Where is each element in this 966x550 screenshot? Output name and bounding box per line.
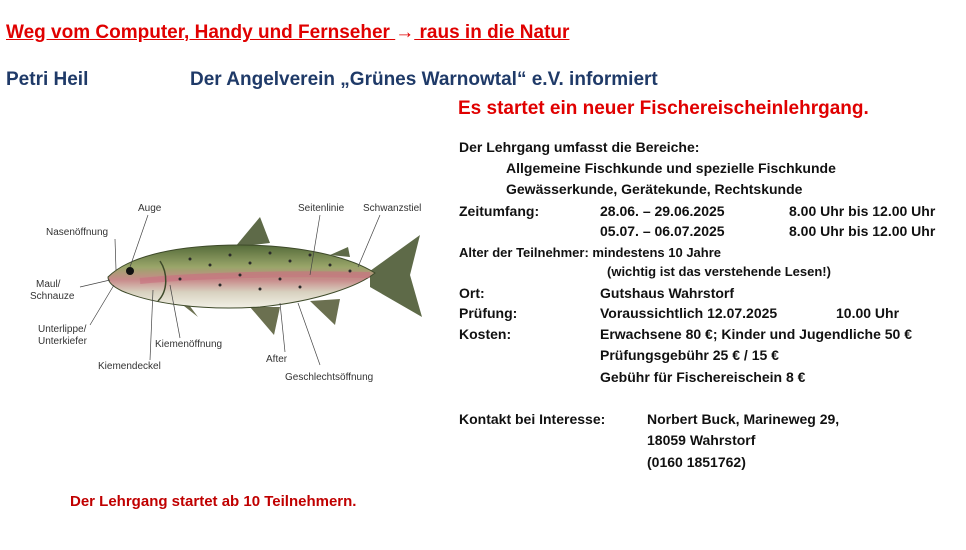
location-label: Ort: xyxy=(459,285,485,301)
age-note: (wichtig ist das verstehende Lesen!) xyxy=(607,264,831,279)
contact-label: Kontakt bei Interesse: xyxy=(459,411,606,427)
label-seitenlinie: Seitenlinie xyxy=(298,203,345,214)
contact-line: 18059 Wahrstorf xyxy=(647,432,756,448)
association-line: Der Angelverein „Grünes Warnowtal“ e.V. informiert xyxy=(190,69,658,90)
label-schnauze: Schnauze xyxy=(30,291,75,302)
label-nasenoeffnung: Nasenöffnung xyxy=(46,227,109,238)
scope-item: Gewässerkunde, Gerätekunde, Rechtskunde xyxy=(506,181,803,197)
schedule-dates: 05.07. – 06.07.2025 xyxy=(600,223,725,239)
label-auge: Auge xyxy=(138,203,162,214)
exam-value: Voraussichtlich 12.07.2025 xyxy=(600,305,778,321)
fish-eye xyxy=(126,267,134,275)
scope-item: Allgemeine Fischkunde und spezielle Fischkunde xyxy=(506,160,836,176)
schedule-time: 8.00 Uhr bis 12.00 Uhr xyxy=(789,203,936,219)
headline-tail: raus in die Natur xyxy=(414,22,570,43)
label-kiemendeckel: Kiemendeckel xyxy=(98,361,161,372)
label-kiemenoeffnung: Kiemenöffnung xyxy=(155,339,223,350)
fish-diagram xyxy=(30,195,430,385)
scope-heading: Der Lehrgang umfasst die Bereiche: xyxy=(459,139,700,155)
label-geschlechtsoeffnung: Geschlechtsöffnung xyxy=(285,372,374,383)
greeting: Petri Heil xyxy=(6,69,89,90)
course-title: Es startet ein neuer Fischereischeinlehrgang. xyxy=(458,98,869,119)
footer-note: Der Lehrgang startet ab 10 Teilnehmern. xyxy=(70,493,357,510)
age-line: Alter der Teilnehmer: mindestens 10 Jahre xyxy=(459,245,722,260)
label-maul: Maul/ xyxy=(36,279,61,290)
label-unterlippe: Unterlippe/ xyxy=(38,324,87,335)
costs-line: Prüfungsgebühr 25 € / 15 € xyxy=(600,347,779,363)
label-unterkiefer: Unterkiefer xyxy=(38,336,87,347)
pelvic-fin xyxy=(250,307,280,335)
exam-label: Prüfung: xyxy=(459,305,518,321)
dorsal-fin xyxy=(235,217,270,247)
costs-label: Kosten: xyxy=(459,326,512,342)
tail-fin xyxy=(370,235,422,317)
headline-text: Weg vom Computer, Handy und Fernseher xyxy=(6,22,390,43)
schedule-time: 8.00 Uhr bis 12.00 Uhr xyxy=(789,223,936,239)
contact-line: (0160 1851762) xyxy=(647,454,746,470)
costs-line: Gebühr für Fischereischein 8 € xyxy=(600,369,806,385)
contact-line: Norbert Buck, Marineweg 29, xyxy=(647,411,840,427)
headline xyxy=(6,22,569,44)
schedule-label: Zeitumfang: xyxy=(459,203,540,219)
label-after: After xyxy=(266,354,288,365)
arrow-right-icon: → xyxy=(395,22,415,43)
anal-fin xyxy=(310,299,340,325)
costs-line: Erwachsene 80 €; Kinder und Jugendliche 50 € xyxy=(600,326,912,342)
label-schwanzstiel: Schwanzstiel xyxy=(363,203,422,214)
exam-time: 10.00 Uhr xyxy=(836,305,900,321)
location-value: Gutshaus Wahrstorf xyxy=(600,285,735,301)
schedule-dates: 28.06. – 29.06.2025 xyxy=(600,203,725,219)
